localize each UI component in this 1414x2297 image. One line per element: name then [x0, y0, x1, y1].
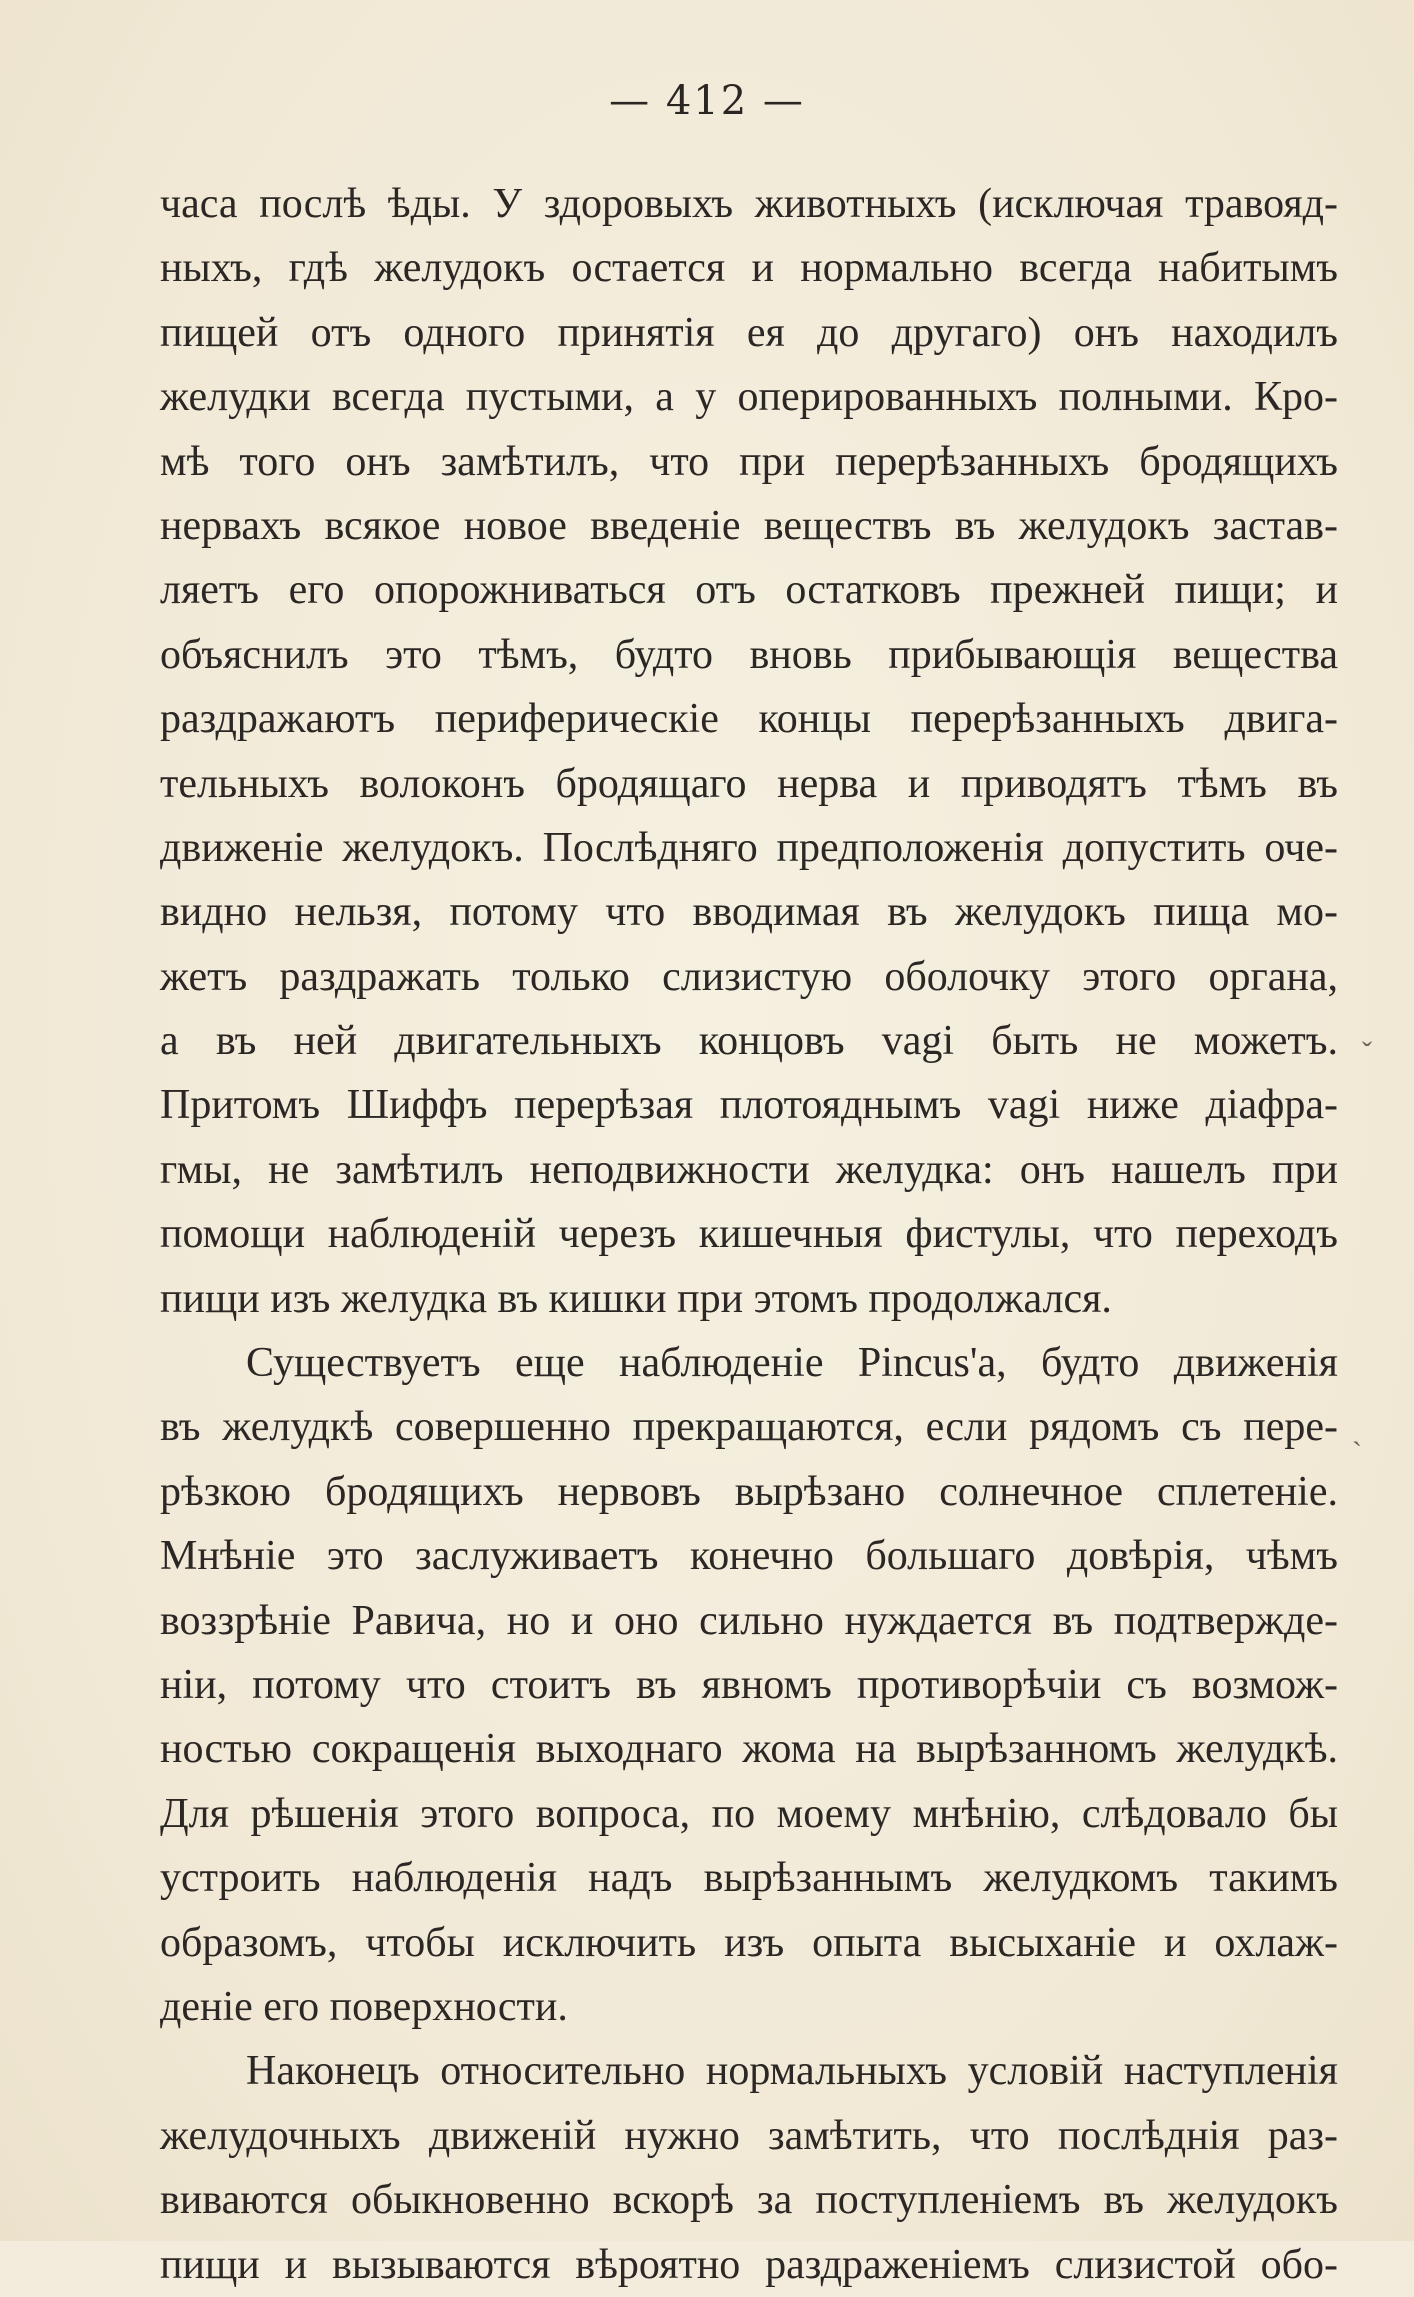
text-line: виваются обыкновенно вскорѣ за поступленіемъ въ желудокъ [160, 2177, 1338, 2224]
text-line: движеніе желудокъ. Послѣдняго предположенія допустить оче- [160, 824, 1338, 871]
text-line: пищи и вызываются вѣроятно раздраженіемъ слизистой обо- [160, 2241, 1338, 2288]
text-line: желудочныхъ движеній нужно замѣтить, что послѣднія раз- [160, 2112, 1338, 2159]
margin-tick-mark: ˋ [1352, 1436, 1362, 1469]
text-line: мѣ того онъ замѣтилъ, что при перерѣзанныхъ бродящихъ [160, 438, 1338, 485]
text-line: раздражаютъ периферическіе концы перерѣзанныхъ двига- [160, 696, 1338, 743]
margin-tick-mark: ˇ [1362, 1036, 1372, 1069]
text-line: устроить наблюденія надъ вырѣзаннымъ желудкомъ такимъ [160, 1855, 1338, 1902]
text-line: жетъ раздражать только слизистую оболочку этого органа, [160, 953, 1338, 1000]
text-line: воззрѣніе Равича, но и оно сильно нуждается въ подтвержде- [160, 1597, 1338, 1644]
text-line: ніи, потому что стоитъ въ явномъ противорѣчіи съ возмож- [160, 1661, 1338, 1708]
text-line: Наконецъ относительно нормальныхъ условій наступленія [246, 2048, 1338, 2095]
text-line: а въ ней двигательныхъ концовъ vagi быть не можетъ. [160, 1018, 1338, 1065]
text-line: тельныхъ волоконъ бродящаго нерва и приводятъ тѣмъ въ [160, 760, 1338, 807]
text-line: Притомъ Шиффъ перерѣзая плотояднымъ vagi ниже діафра- [160, 1082, 1338, 1129]
text-line: рѣзкою бродящихъ нервовъ вырѣзано солнечное сплетеніе. [160, 1468, 1338, 1515]
text-line: деніе его поверхности. [160, 1983, 568, 2030]
text-line: помощи наблюденій черезъ кишечныя фистулы, что переходъ [160, 1211, 1338, 1258]
text-line: гмы, не замѣтилъ неподвижности желудка: онъ нашелъ при [160, 1146, 1338, 1193]
text-line: ляетъ его опорожниваться отъ остатковъ прежней пищи; и [160, 567, 1338, 614]
text-line: Существуетъ еще наблюденіе Pincus'а, будто движенія [246, 1340, 1338, 1387]
page-number: — 412 — [609, 78, 805, 124]
text-line: объяснилъ это тѣмъ, будто вновь прибывающія вещества [160, 631, 1338, 678]
text-line: желудки всегда пустыми, а у оперированныхъ полными. Кро- [160, 374, 1338, 421]
text-line: пищи изъ желудка въ кишки при этомъ продолжался. [160, 1275, 1112, 1322]
text-line: Мнѣніе это заслуживаетъ конечно большаго довѣрія, чѣмъ [160, 1533, 1338, 1580]
text-line: образомъ, чтобы исключить изъ опыта высыханіе и охлаж- [160, 1919, 1338, 1966]
text-line: часа послѣ ѣды. У здоровыхъ животныхъ (исключая травояд- [160, 181, 1338, 227]
text-line: въ желудкѣ совершенно прекращаются, если рядомъ съ пере- [160, 1404, 1338, 1451]
text-line: видно нельзя, потому что вводимая въ желудокъ пища мо- [160, 889, 1338, 936]
text-line: нервахъ всякое новое введеніе веществъ въ желудокъ застав- [160, 502, 1338, 549]
text-line: пищей отъ одного принятія ея до другаго) онъ находилъ [160, 309, 1338, 356]
body-text [160, 172, 1338, 2297]
text-line: Для рѣшенія этого вопроса, по моему мнѣнію, слѣдовало бы [160, 1790, 1338, 1837]
text-line: ныхъ, гдѣ желудокъ остается и нормально всегда набитымъ [160, 245, 1338, 292]
text-line: ностью сокращенія выходнаго жома на вырѣзанномъ желудкѣ. [160, 1726, 1338, 1773]
